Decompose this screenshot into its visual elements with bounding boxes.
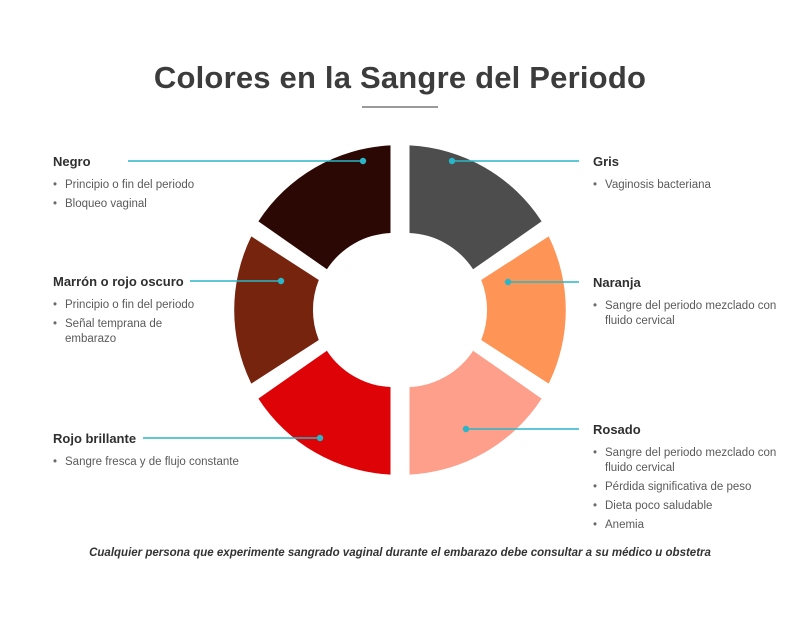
list-item: • Principio o fin del periodo bbox=[53, 298, 213, 313]
label-negro-list bbox=[53, 178, 253, 212]
list-item: • Vaginosis bacteriana bbox=[593, 178, 783, 193]
list-item: • Sangre del periodo mezclado con fluido cervical bbox=[593, 446, 783, 476]
segment-naranja bbox=[481, 236, 566, 383]
list-item: • Bloqueo vaginal bbox=[53, 197, 253, 212]
connector-dot-negro bbox=[360, 158, 366, 164]
label-naranja-name: Naranja bbox=[593, 275, 641, 290]
footer-note: Cualquier persona que experimente sangrado vaginal durante el embarazo debe consultar a su médico u obstetra bbox=[89, 547, 711, 559]
label-rojo-brillante-list bbox=[53, 455, 283, 470]
label-gris-list bbox=[593, 178, 783, 193]
connector-dot-rojo bbox=[317, 435, 323, 441]
list-item: • Principio o fin del periodo bbox=[53, 178, 253, 193]
list-item: • Sangre fresca y de flujo constante bbox=[53, 455, 283, 470]
label-gris-name: Gris bbox=[593, 154, 620, 169]
list-item: • Señal temprana de embarazo bbox=[53, 317, 213, 347]
label-rosado-name: Rosado bbox=[593, 422, 641, 437]
page-title: Colores en la Sangre del Periodo bbox=[153, 60, 647, 95]
connector-dot-gris bbox=[449, 158, 455, 164]
connector-dot-marron bbox=[278, 278, 284, 284]
label-rosado bbox=[593, 422, 783, 537]
label-naranja-list bbox=[593, 299, 783, 329]
label-rojo-brillante-name: Rojo brillante bbox=[53, 431, 137, 446]
label-naranja bbox=[593, 275, 783, 333]
label-marron-list bbox=[53, 298, 213, 347]
label-negro-name: Negro bbox=[53, 154, 91, 169]
label-negro bbox=[53, 154, 253, 216]
list-item: • Sangre del periodo mezclado con fluido cervical bbox=[593, 299, 783, 329]
list-item: • Pérdida significativa de peso bbox=[593, 480, 783, 495]
list-item: • Dieta poco saludable bbox=[593, 499, 783, 514]
label-marron bbox=[53, 274, 213, 351]
connector-dot-rosado bbox=[463, 426, 469, 432]
label-rosado-list bbox=[593, 446, 783, 533]
connector-dot-naranja bbox=[505, 279, 511, 285]
label-gris bbox=[593, 154, 783, 197]
list-item: • Anemia bbox=[593, 518, 783, 533]
label-marron-name: Marrón o rojo oscuro bbox=[53, 274, 184, 289]
label-rojo-brillante bbox=[53, 431, 283, 474]
segment-marron bbox=[234, 236, 319, 383]
segment-rosado bbox=[410, 351, 542, 475]
segment-gris bbox=[410, 145, 542, 269]
segment-negro bbox=[258, 145, 390, 269]
